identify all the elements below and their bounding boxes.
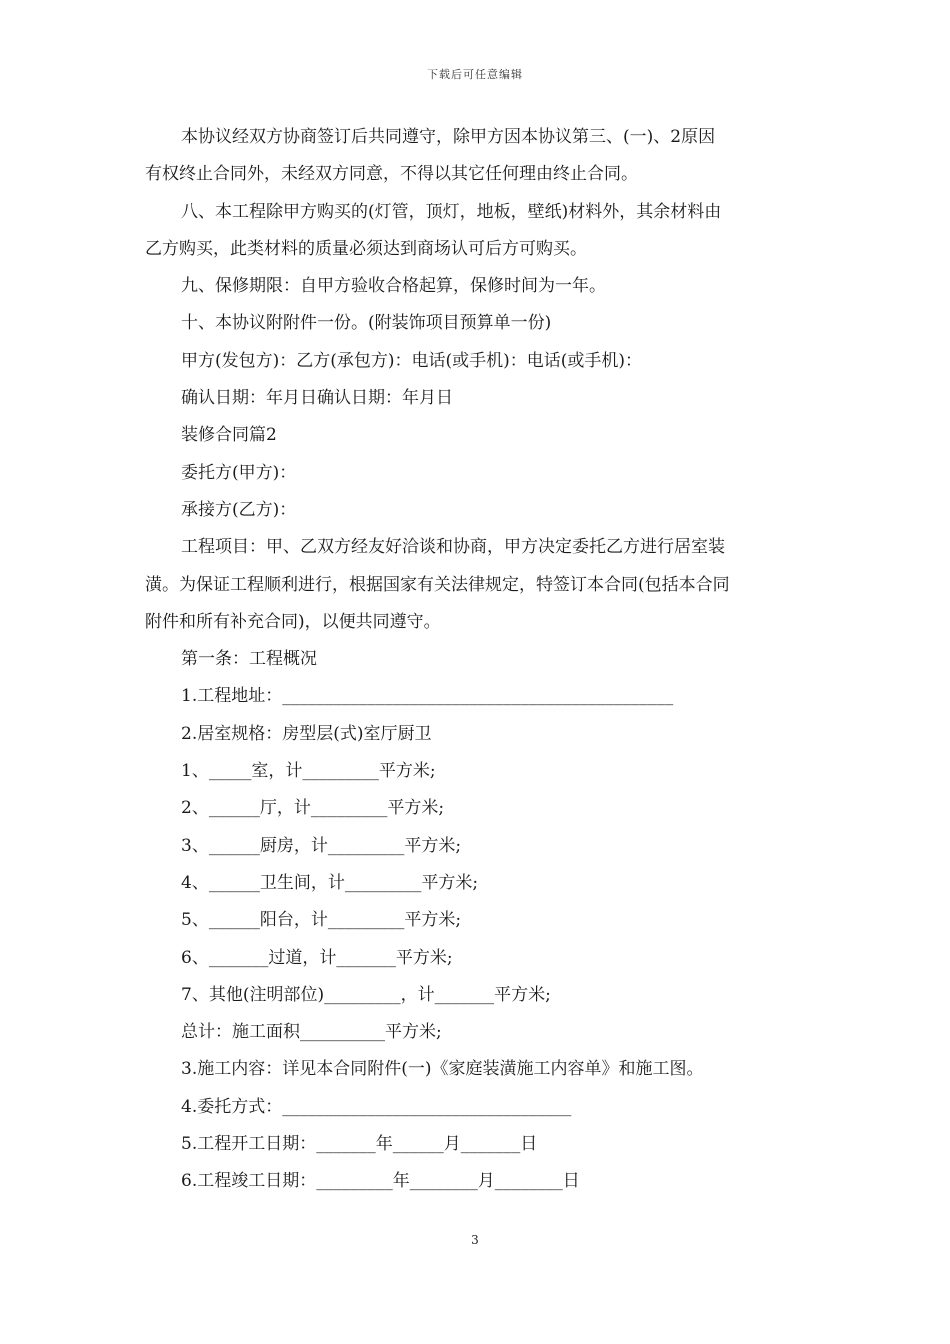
paragraph-line: 潢。为保证工程顺利进行，根据国家有关法律规定，特签订本合同(包括本合同 <box>145 574 730 595</box>
page-number: 3 <box>471 1233 479 1247</box>
paragraph-line: 有权终止合同外，未经双方同意，不得以其它任何理由终止合同。 <box>145 164 638 185</box>
form-line: 1.工程地址：______________________________________________ <box>181 686 674 707</box>
form-line: 6.工程竣工日期：_________年________月________日 <box>181 1171 580 1192</box>
form-line: 2.居室规格：房型层(式)室厅厨卫 <box>181 723 432 744</box>
form-line: 5.工程开工日期：_______年______月_______日 <box>181 1134 538 1155</box>
form-line: 7、其他(注明部位)_________，计_______平方米; <box>181 984 551 1005</box>
paragraph-line: 确认日期：年月日确认日期：年月日 <box>181 388 453 409</box>
paragraph-line: 工程项目：甲、乙双方经友好洽谈和协商，甲方决定委托乙方进行居室装 <box>181 537 725 558</box>
form-line: 总计：施工面积__________平方米; <box>181 1022 442 1043</box>
paragraph-line: 甲方(发包方)：乙方(承包方)：电话(或手机)：电话(或手机)： <box>181 350 643 371</box>
paragraph-line: 本协议经双方协商签订后共同遵守，除甲方因本协议第三、(一)、2原因 <box>181 127 716 147</box>
form-line: 1、_____室，计_________平方米; <box>181 761 436 782</box>
form-line: 3.施工内容：详见本合同附件(一)《家庭装潢施工内容单》和施工图。 <box>181 1059 704 1080</box>
document-body <box>145 122 811 1204</box>
paragraph-line: 八、本工程除甲方购买的(灯管，顶灯，地板，壁纸)材料外，其余材料由 <box>181 201 722 222</box>
paragraph-line: 承接方(乙方)： <box>181 499 297 520</box>
form-line: 5、______阳台，计_________平方米; <box>181 910 462 931</box>
paragraph-line: 委托方(甲方)： <box>181 462 297 483</box>
form-line: 4.委托方式：__________________________________ <box>181 1096 572 1117</box>
article-heading: 第一条：工程概况 <box>181 649 317 670</box>
form-line: 3、______厨房，计_________平方米; <box>181 835 462 856</box>
section-title: 装修合同篇2 <box>181 425 277 446</box>
paragraph-line: 九、保修期限：自甲方验收合格起算，保修时间为一年。 <box>181 276 606 297</box>
paragraph-line: 十、本协议附附件一份。(附装饰项目预算单一份) <box>181 313 552 334</box>
page-header: 下载后可任意编辑 <box>427 68 523 81</box>
paragraph-line: 乙方购买，此类材料的质量必须达到商场认可后方可购买。 <box>145 238 587 259</box>
paragraph-line: 附件和所有补充合同)，以便共同遵守。 <box>145 611 441 632</box>
form-line: 4、______卫生间，计_________平方米; <box>181 872 479 893</box>
form-line: 2、______厅，计_________平方米; <box>181 798 445 819</box>
form-line: 6、_______过道，计_______平方米; <box>181 947 453 968</box>
